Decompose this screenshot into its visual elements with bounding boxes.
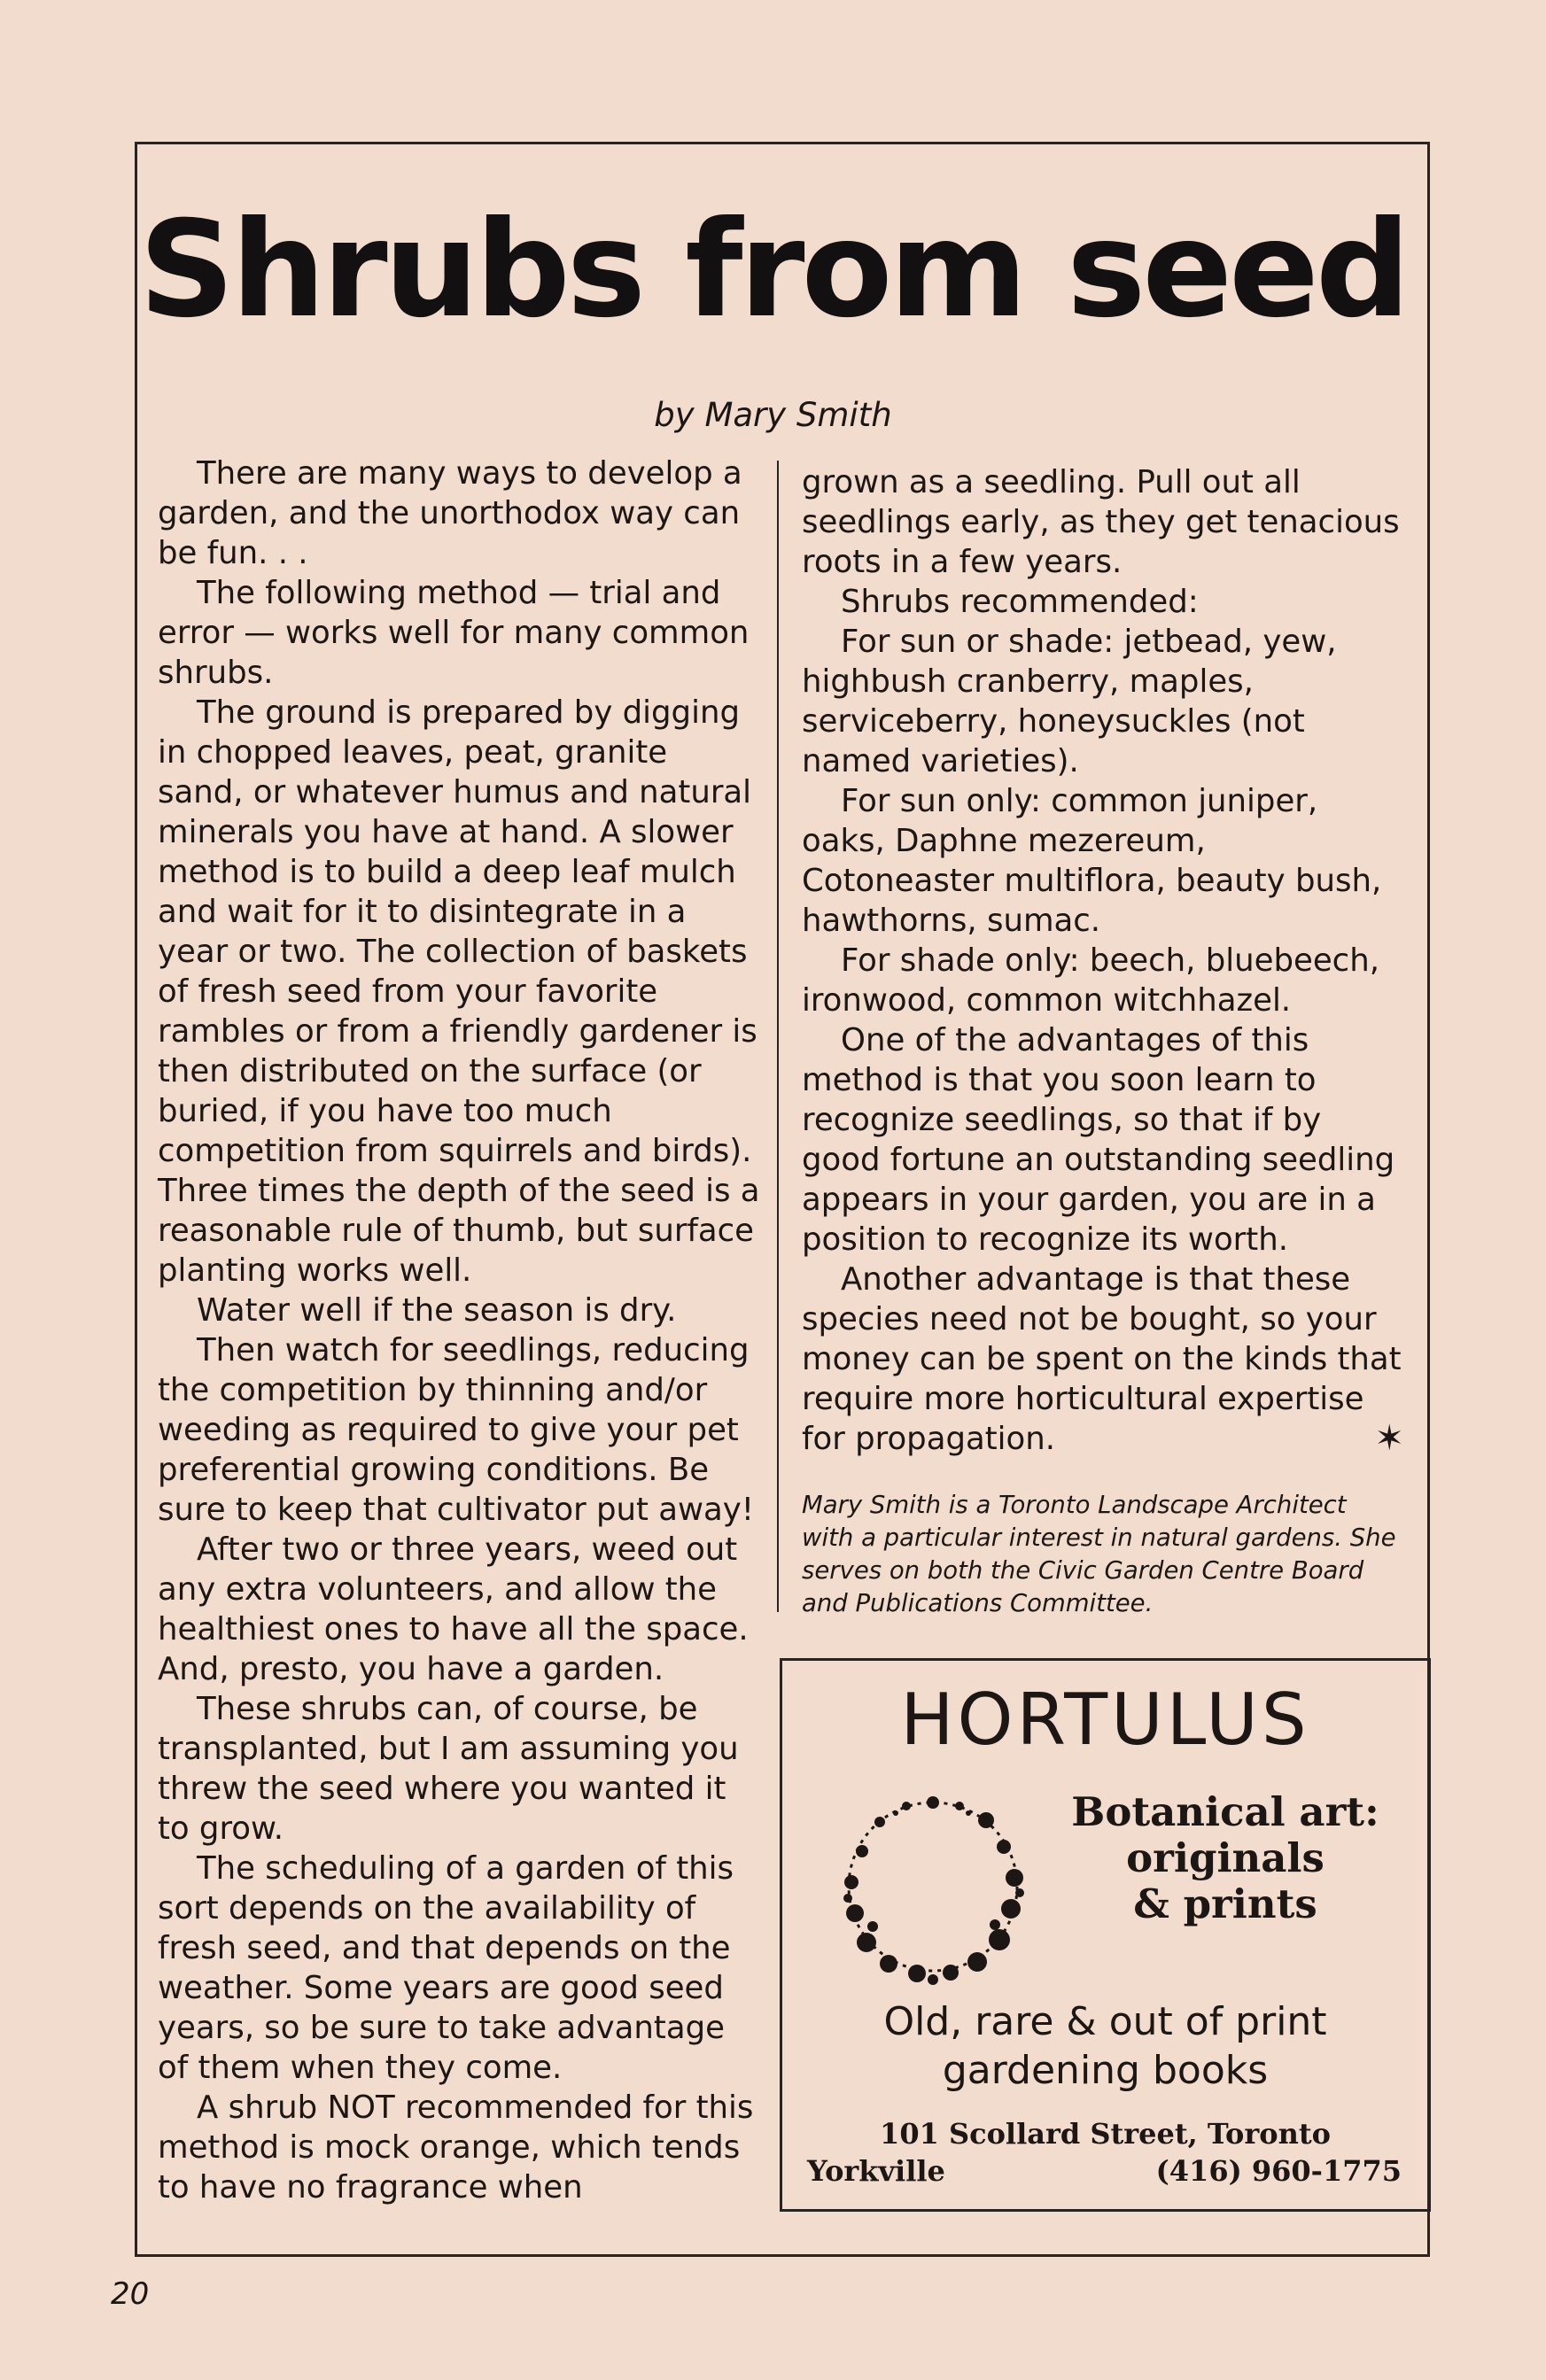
paragraph: There are many ways to develop a garden, and the unorthodox way can be fun. . . bbox=[158, 455, 742, 571]
ad-address: 101 Scollard Street, Toronto bbox=[880, 2117, 1331, 2151]
paragraph: The ground is prepared by digging in chopped leaves, peat, granite sand, or whatever humus and natural minerals you have at hand. A slower method is to build a deep leaf mulch and wait for it to disintegrate in a year or two. The collection of baskets of fresh seed from your favorite rambles or from a friendly gardener is then distributed on the surface (or buried, if you have too much competition from squirrels and birds). Three times the depth of the seed is a reasonable rule of thumb, but surface planting works well. bbox=[158, 694, 760, 1289]
ad-contact-row bbox=[807, 2154, 1402, 2188]
books-line: Old, rare & out of print bbox=[883, 1999, 1327, 2044]
paragraph: For sun only: common juniper, oaks, Daphne mezereum, Cotoneaster multiflora, beauty bush, hawthorns, sumac. bbox=[802, 783, 1382, 939]
tagline-line: & prints bbox=[1133, 1880, 1317, 1927]
paragraph: Shrubs recommended: bbox=[841, 584, 1199, 620]
paragraph: A shrub NOT recommended for this method is mock orange, which tends to have no fragrance when bbox=[158, 2089, 754, 2206]
paragraph: One of the advantages of this method is that you soon learn to recognize seedlings, so that if by good fortune an outstanding seedling appears in your garden, you are in a position to recognize its worth. bbox=[802, 1022, 1395, 1258]
paragraph: For sun or shade: jetbead, yew, highbush cranberry, maples, serviceberry, honeysuckles (not named varieties). bbox=[802, 624, 1337, 779]
right-column bbox=[802, 462, 1404, 1620]
ad-title: HORTULUS bbox=[900, 1678, 1310, 1761]
ad-phone: (416) 960-1775 bbox=[1155, 2154, 1402, 2188]
left-column bbox=[158, 454, 760, 2207]
paragraph: These shrubs can, of course, be transplanted, but I am assuming you threw the seed where you wanted it to grow. bbox=[158, 1691, 739, 1847]
paragraph: For shade only: beech, bluebeech, ironwood, common witchhazel. bbox=[802, 942, 1379, 1019]
paragraph-text: Another advantage is that these species need not be bought, so your money can be spent on the kinds that require more horticultural expertise for propagation. bbox=[802, 1261, 1402, 1457]
author-bio: Mary Smith is a Toronto Landscape Architect with a particular interest in natural gardens. She serves on both the Civic Garden Centre Board and Publications Committee. bbox=[802, 1491, 1396, 1617]
article-title: Shrubs from seed bbox=[138, 193, 1408, 347]
byline: by Mary Smith bbox=[654, 396, 892, 434]
column-divider bbox=[777, 461, 779, 1612]
ad-tagline bbox=[1048, 1789, 1402, 1927]
ad-books bbox=[782, 1997, 1428, 2095]
paragraph: grown as a seedling. Pull out all seedlings early, as they get tenacious roots in a few years. bbox=[802, 464, 1400, 580]
page-number: 20 bbox=[111, 2276, 150, 2312]
tagline-line: originals bbox=[1126, 1834, 1325, 1881]
tagline-line: Botanical art: bbox=[1071, 1788, 1379, 1835]
wreath-icon bbox=[818, 1767, 1048, 2006]
paragraph: Then watch for seedlings, reducing the competition by thinning and/or weeding as required to give your pet preferential growing conditions. Be sure to keep that cultivator put away! bbox=[158, 1332, 754, 1528]
paragraph: The following method — trial and error — works well for many common shrubs. bbox=[158, 575, 750, 691]
end-mark-icon: ✶ bbox=[1374, 1418, 1404, 1459]
paragraph: The scheduling of a garden of this sort depends on the availability of fresh seed, and that depends on the weather. Some years are good seed years, so be sure to take advantage of them when they come. bbox=[158, 1850, 734, 2086]
paragraph: Water well if the season is dry. bbox=[197, 1292, 677, 1329]
paragraph: After two or three years, weed out any extra volunteers, and allow the healthiest ones to have all the space. And, presto, you have a garden. bbox=[158, 1531, 749, 1687]
paragraph-last bbox=[802, 1260, 1404, 1459]
ad-area: Yorkville bbox=[807, 2154, 945, 2188]
books-line: gardening books bbox=[942, 2048, 1269, 2093]
hortulus-ad bbox=[780, 1658, 1431, 2212]
